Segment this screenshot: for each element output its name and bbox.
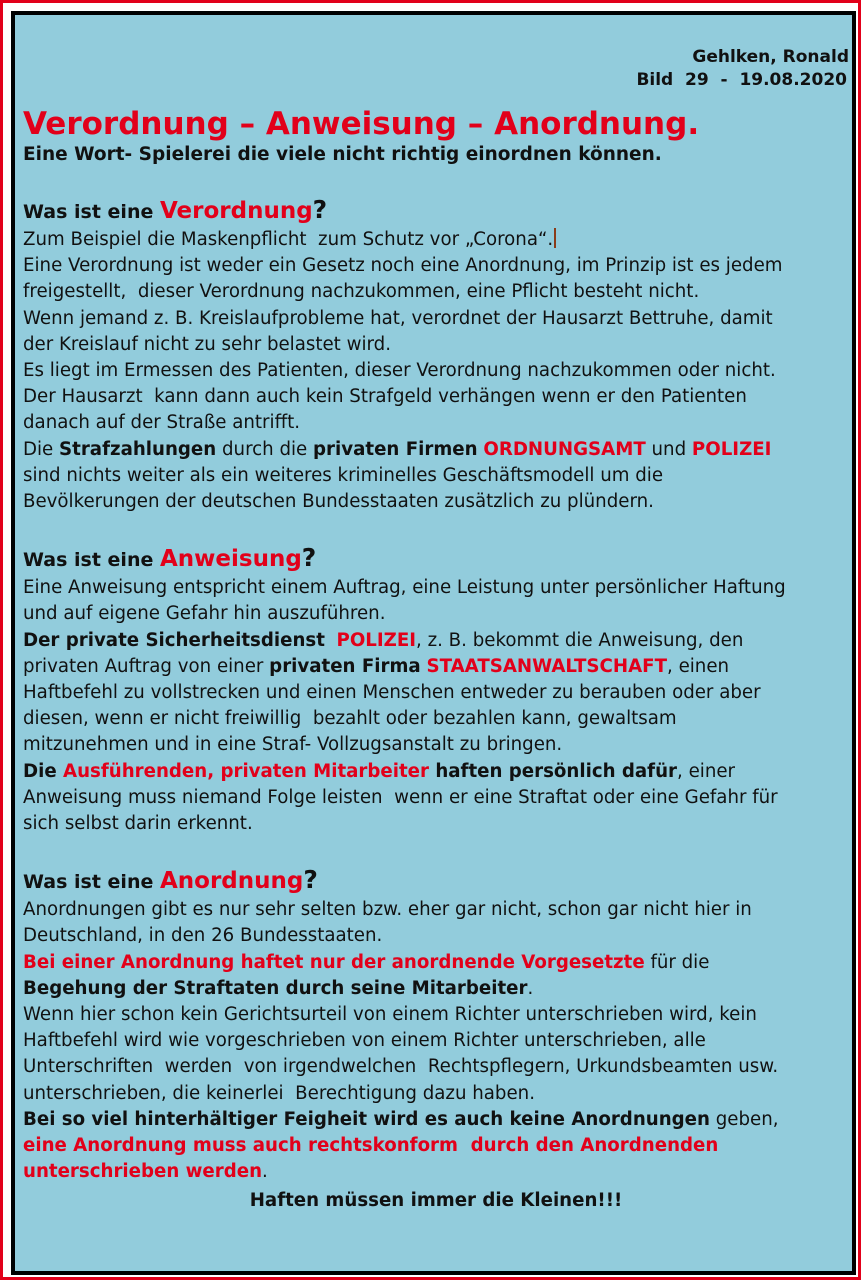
text-line bbox=[23, 1133, 849, 1159]
question-prefix: Was ist eine bbox=[23, 549, 160, 572]
question-mark: ? bbox=[301, 543, 317, 573]
text-line: Der Hausarzt kann dann auch kein Strafgeld verhängen wenn er den Patienten bbox=[23, 386, 747, 408]
red-staatsanwaltschaft: STAATSANWALTSCHAFT bbox=[426, 655, 667, 677]
keyword-anweisung: Anweisung bbox=[159, 546, 302, 573]
text-line bbox=[23, 976, 849, 1002]
bold-die: Die bbox=[23, 760, 63, 782]
red-ausfuehrenden: Ausführenden, privaten Mitarbeiter bbox=[63, 760, 429, 782]
bold-begehung: Begehung der Straftaten durch seine Mitarbeiter bbox=[23, 977, 528, 999]
section-anweisung-body bbox=[23, 575, 849, 837]
text-line: mitzunehmen und in eine Straf- Vollzugsanstalt zu bringen. bbox=[23, 734, 563, 756]
text-line bbox=[23, 950, 849, 976]
text-line bbox=[23, 437, 849, 463]
text-line bbox=[23, 1159, 849, 1185]
red-ordnungsamt: ORDNUNGSAMT bbox=[483, 438, 646, 460]
text-line: Haftbefehl wird wie vorgeschrieben von einem Richter unterschrieben, alle bbox=[23, 1030, 706, 1052]
closing-statement: Haften müssen immer die Kleinen!!! bbox=[249, 1189, 623, 1211]
text-line: danach auf der Straße antrifft. bbox=[23, 412, 301, 434]
red-polizei: POLIZEI bbox=[336, 629, 417, 651]
text-line: Eine Anweisung entspricht einem Auftrag, eine Leistung unter persönlicher Haftung bbox=[23, 577, 786, 599]
question-prefix: Was ist eine bbox=[23, 871, 160, 894]
red-polizei: POLIZEI bbox=[691, 438, 772, 460]
keyword-verordnung: Verordnung bbox=[159, 198, 313, 224]
text-line: sind nichts weiter als ein weiteres kriminelles Geschäftsmodell um die bbox=[23, 464, 664, 486]
line-text: Zum Beispiel die Maskenpflicht zum Schutz vor „Corona“. bbox=[23, 229, 554, 250]
text-line: Haftbefehl zu vollstrecken und einen Menschen entweder zu berauben oder aber bbox=[23, 682, 761, 704]
red-rechtskonform: eine Anordnung muss auch rechtskonform durch den Anordnenden bbox=[23, 1135, 719, 1157]
bold-private-firmen: privaten Firmen bbox=[313, 438, 478, 460]
bold-feigheit: Bei so viel hinterhältiger Feigheit wird es auch keine Anordnungen bbox=[23, 1108, 710, 1130]
text-line: diesen, wenn er nicht freiwillig bezahlt oder bezahlen kann, gewaltsam bbox=[23, 708, 677, 730]
question-mark: ? bbox=[303, 865, 318, 895]
text-line bbox=[23, 628, 849, 654]
text-line bbox=[23, 1107, 849, 1133]
text-span: Die bbox=[23, 438, 60, 460]
question-verordnung bbox=[23, 195, 849, 227]
text-line bbox=[23, 759, 849, 785]
text-line: und auf eigene Gefahr hin auszuführen. bbox=[23, 603, 386, 625]
question-anweisung bbox=[23, 543, 849, 575]
red-anordnung-haftet: Bei einer Anordnung haftet nur der anordnende Vorgesetzte bbox=[23, 951, 645, 973]
text-line: Bevölkerungen der deutschen Bundesstaaten zusätzlich zu plündern. bbox=[23, 491, 654, 513]
text-line: Anweisung muss niemand Folge leisten wenn er eine Straftat oder eine Gefahr für bbox=[23, 786, 778, 808]
section-verordnung-body bbox=[23, 227, 849, 515]
text-span: geben, bbox=[709, 1108, 779, 1130]
picture-number-date: Bild 29 - 19.08.2020 bbox=[636, 70, 847, 90]
text-span: , z. B. bekommt die Anweisung, den bbox=[416, 629, 744, 651]
text-line: Anordnungen gibt es nur sehr selten bzw. eher gar nicht, schon gar nicht hier in bbox=[23, 899, 752, 921]
text-line: Wenn jemand z. B. Kreislaufprobleme hat, verordnet der Hausarzt Bettruhe, damit bbox=[23, 307, 773, 329]
bold-sicherheitsdienst: Der private Sicherheitsdienst bbox=[23, 629, 325, 651]
text-line: unterschrieben, die keinerlei Berechtigung dazu haben. bbox=[23, 1082, 535, 1104]
text-span: durch die bbox=[216, 438, 314, 460]
text-span bbox=[325, 630, 337, 651]
section-anordnung-body bbox=[23, 897, 849, 1213]
text-line bbox=[23, 654, 849, 680]
bold-private-firma: privaten Firma bbox=[269, 655, 421, 677]
text-span: und bbox=[645, 438, 692, 460]
text-line bbox=[23, 227, 849, 253]
text-span: privaten Auftrag von einer bbox=[23, 655, 270, 677]
text-line: Eine Verordnung ist weder ein Gesetz noch eine Anordnung, im Prinzip ist es jedem bbox=[23, 255, 783, 277]
author-name: Gehlken, Ronald bbox=[692, 47, 849, 67]
red-unterschrieben: unterschrieben werden bbox=[23, 1161, 263, 1183]
text-line: Wenn hier schon kein Gerichtsurteil von einem Richter unterschrieben wird, kein bbox=[23, 1004, 757, 1026]
document-panel bbox=[11, 11, 856, 1275]
header-meta bbox=[23, 46, 849, 92]
text-line: der Kreislauf nicht zu sehr belastet wird. bbox=[23, 333, 392, 355]
bold-strafzahlungen: Strafzahlungen bbox=[59, 438, 217, 460]
text-line: freigestellt, dieser Verordnung nachzukommen, eine Pflicht besteht nicht. bbox=[23, 281, 700, 303]
keyword-anordnung: Anordnung bbox=[159, 868, 304, 895]
text-line: sich selbst darin erkennt. bbox=[23, 813, 253, 835]
text-span: , einen bbox=[667, 655, 730, 677]
document-content bbox=[23, 21, 849, 1214]
question-prefix: Was ist eine bbox=[23, 201, 160, 223]
page-subtitle: Eine Wort- Spielerei die viele nicht richtig einordnen können. bbox=[23, 144, 662, 165]
page-title: Verordnung – Anweisung – Anordnung. bbox=[23, 106, 700, 142]
text-span: , einer bbox=[677, 760, 736, 782]
question-mark: ? bbox=[312, 195, 328, 224]
question-anordnung bbox=[23, 865, 849, 897]
text-line: Deutschland, in den 26 Bundesstaaten. bbox=[23, 925, 383, 947]
bold-haften-persoenlich: haften persönlich dafür bbox=[428, 760, 678, 782]
text-span: . bbox=[527, 977, 534, 999]
text-cursor-icon bbox=[554, 228, 556, 248]
text-span: für die bbox=[644, 951, 710, 973]
text-line: Es liegt im Ermessen des Patienten, dieser Verordnung nachzukommen oder nicht. bbox=[23, 360, 776, 382]
text-line: Unterschriften werden von irgendwelchen Rechtspflegern, Urkundsbeamten usw. bbox=[23, 1056, 779, 1078]
text-span: . bbox=[262, 1161, 268, 1183]
